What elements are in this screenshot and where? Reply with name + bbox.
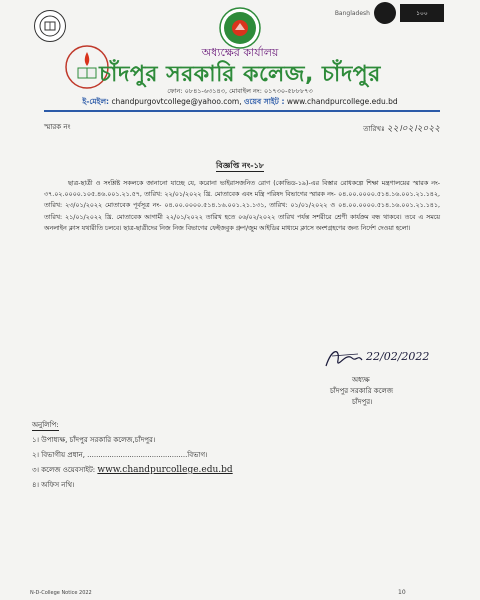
signature-line1: চাঁদপুর সরকারি কলেজ <box>330 387 393 395</box>
handwritten-signature <box>322 344 462 374</box>
copy-heading: অনুলিপি: <box>32 421 59 429</box>
copy-list <box>32 418 233 493</box>
signature-line2: চাঁদপুর। <box>352 398 373 406</box>
signature-block <box>330 375 393 408</box>
date-field <box>363 121 440 136</box>
campaign-badge: ১০০ <box>400 4 444 22</box>
signature-role: অধ্যক্ষ <box>352 376 370 384</box>
date-value: ২২।০২।২০২২ <box>386 124 440 134</box>
website-address: www.chandpurcollege.edu.bd <box>286 97 398 106</box>
copy-item-label: ৩। কলেজ ওয়েবসাইট: <box>32 466 96 474</box>
notice-body: ছাত্র-ছাত্রী ও সংশ্লিষ্ট সকলকে জানানো যাচ্ছে যে, করোনা ভাইরাসজনিত রোগ (কোভিড-১৯)-এর বিস্তার রোধকল্পে শিক্ষা মন্ত্রণালয়ের স্মারক নং- ৩৭.০২.০০০০.১০৫.৪৬.০০১.২১.৫৭, তারিখ: ২২/০১/২০২২ খ্রি. মোতাবেক এবং মন্ত্রি পরিষদ বিভাগের স্মারক নং- ০৪.০০.০০০০.৫১৪.১৬.০০১.২১.১৪২, তারিখ: ২৩/০১/২০২২ মোতাবেক পূর্বসূত্র নং- ০৪.০০.০০০০.৫১৪.১৬.০০১.২১.১৩১, তারিখ: ০১/০১/২০২২ ও ০৪.০০.০০০০.৫১৪.১৬.০০১.২১.১৪১, তারিখ: ২১/০১/২০২২ খ্রি. মোতাবেক আগামী ২২/০১/২০২২ তারিখ হতে ০৬/০২/২০২২ তারিখ পর্যন্ত সশরীরে শ্রেণী কার্যক্রম বন্ধ থাকবে। তবে এ সময়ে অনলাইন ক্লাস যথারীতি চলবে। ছাত্র-ছাত্রীদের নিজ নিজ বিভাগের ফেইজবুক গ্রুপ/জুম আইডির মাধ্যমে ক্লাসে অংশগ্রহণের জন্য নির্দেশ দেওয়া হলো। <box>44 180 440 232</box>
bangladesh-badge: Bangladesh <box>334 9 370 17</box>
college-crest-icon <box>34 10 66 42</box>
email-label: ই-মেইল: <box>82 97 110 106</box>
copy-item: ১। উপাধ্যক্ষ, চাঁদপুর সরকারি কলেজ,চাঁদপুর। <box>32 436 156 444</box>
contact-line: ফোন: ০৮৪১-৬৩১৪৩, মোবাইল নং: ০১৭৩০-৫৮৮৮৭৩ <box>167 87 313 95</box>
notice-title <box>0 160 480 173</box>
email-line <box>0 97 480 109</box>
date-label: তারিখঃ <box>363 125 385 133</box>
signature-date: 22/02/2022 <box>366 350 430 363</box>
copy-item <box>32 463 233 478</box>
header-divider <box>44 110 440 112</box>
corner-badges <box>335 2 444 24</box>
portrait-badge-icon <box>374 2 396 24</box>
email-address: chandpurgovtcollege@yahoo.com, <box>111 97 242 106</box>
footer-page-number: 10 <box>398 589 406 596</box>
website-label: ওয়েব সাইট : <box>244 97 285 106</box>
college-website-link[interactable]: www.chandpurcollege.edu.bd <box>97 465 233 475</box>
office-label: অধ্যক্ষের কার্যালয় <box>201 46 279 59</box>
footer-doc-id: N-D-College Notice 2022 <box>30 590 92 596</box>
college-title: চাঁদপুর সরকারি কলেজ, চাঁদপুর <box>99 62 381 87</box>
memo-number: স্মারক নং <box>44 123 71 131</box>
copy-item: ৪। অফিস নথি। <box>32 481 75 489</box>
copy-item: ২। বিভাগীয় প্রধান, .............................................বিভাগ। <box>32 451 208 459</box>
notice-title-text: বিজ্ঞপ্তি নং-১৮ <box>216 161 264 170</box>
